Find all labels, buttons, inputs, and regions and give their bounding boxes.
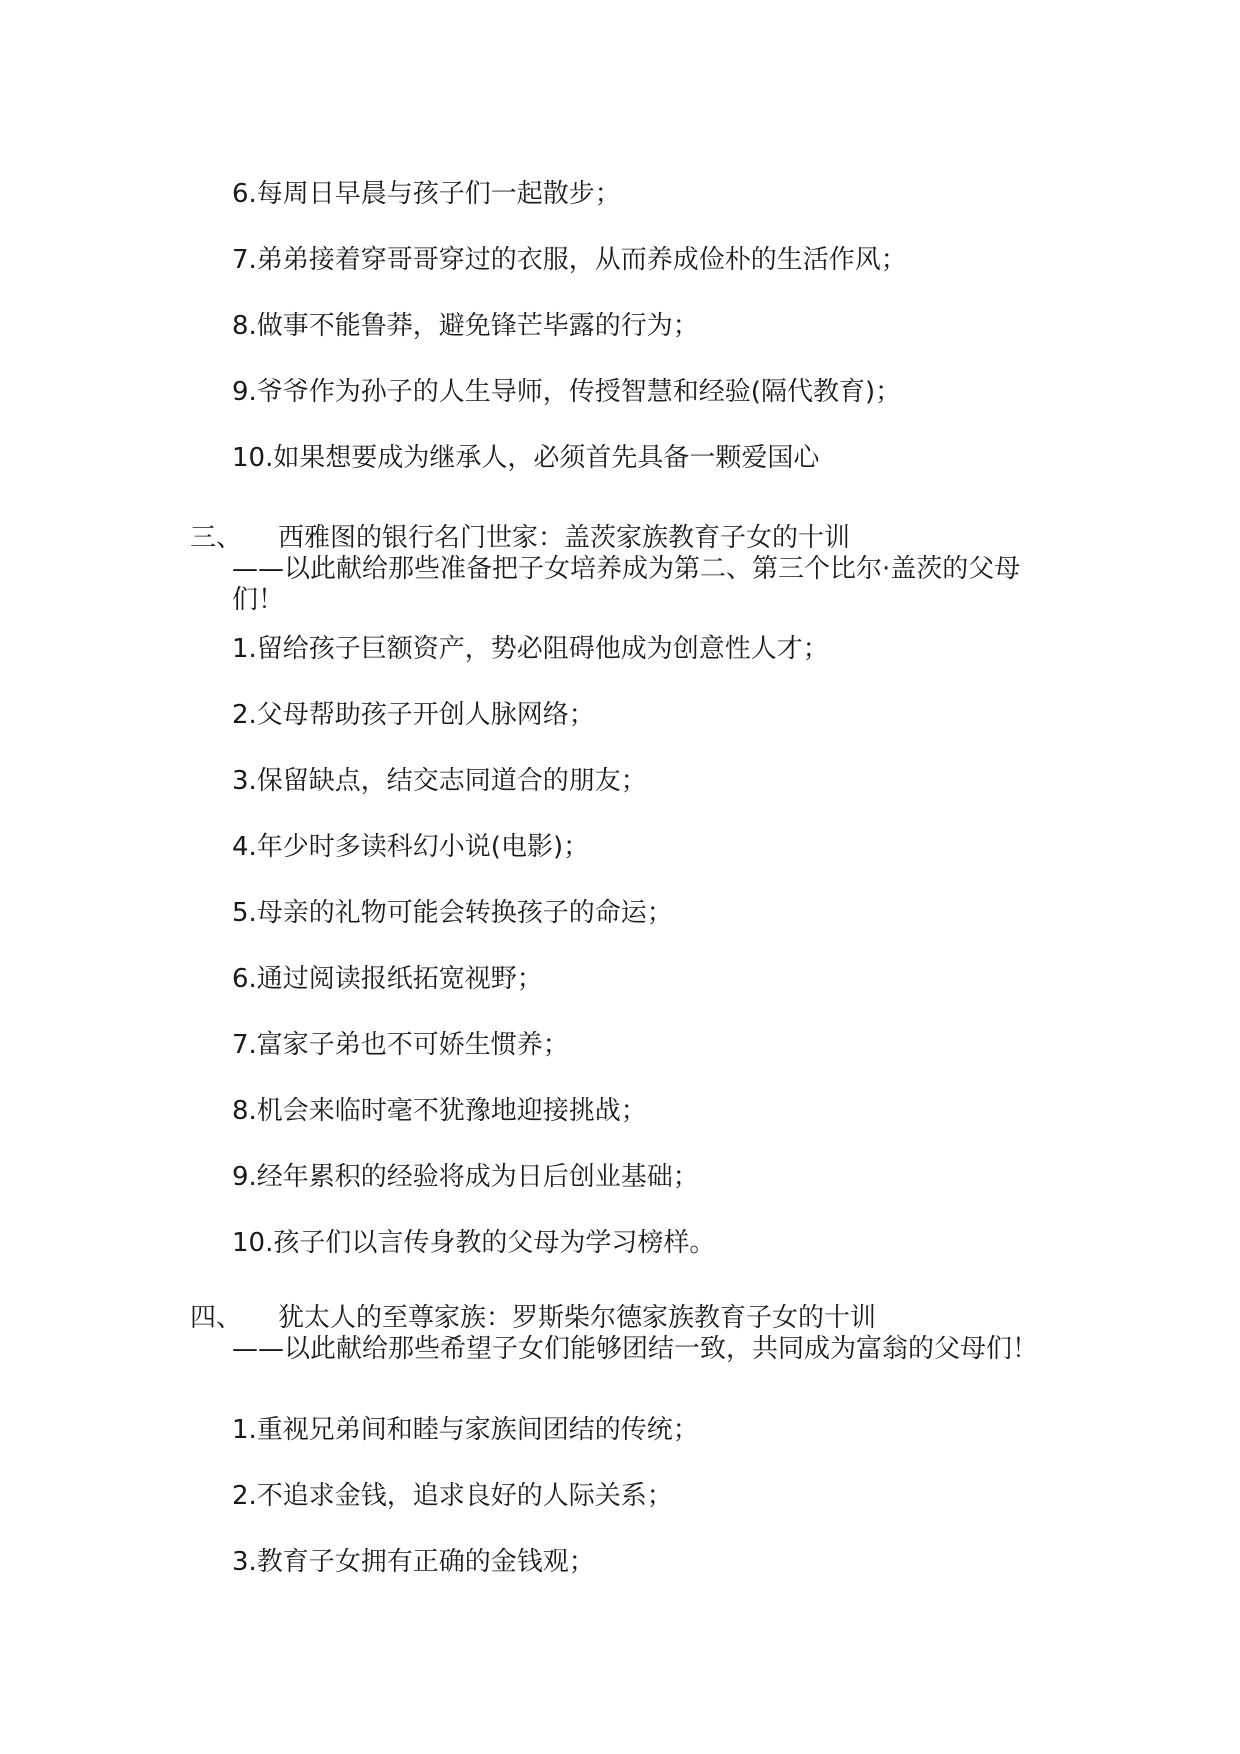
list-item: 2.父母帮助孩子开创人脉网络； — [232, 700, 595, 730]
section-dedication: ——以此献给那些准备把子女培养成为第二、第三个比尔·盖茨的父母们！ — [232, 554, 1021, 615]
section-number: 四、 — [190, 1303, 243, 1333]
list-item: 10.如果想要成为继承人，必须首先具备一颗爱国心 — [232, 443, 820, 473]
section-heading — [190, 521, 850, 555]
list-item: 6.通过阅读报纸拓宽视野； — [232, 964, 543, 994]
section-heading — [190, 1301, 876, 1335]
section-number: 三、 — [190, 523, 243, 553]
list-item: 9.爷爷作为孙子的人生导师，传授智慧和经验(隔代教育)； — [232, 377, 902, 407]
list-item: 7.富家子弟也不可娇生惯养； — [232, 1030, 569, 1060]
section-title: 西雅图的银行名门世家：盖茨家族教育子女的十训 — [278, 523, 851, 553]
list-item: 6.每周日早晨与孩子们一起散步； — [232, 179, 621, 209]
list-item: 1.留给孩子巨额资产，势必阻碍他成为创意性人才； — [232, 634, 829, 664]
list-item: 3.教育子女拥有正确的金钱观； — [232, 1547, 595, 1577]
list-item: 9.经年累积的经验将成为日后创业基础； — [232, 1162, 699, 1192]
section-dedication: ——以此献给那些希望子女们能够团结一致，共同成为富翁的父母们！ — [232, 1334, 1039, 1364]
list-item: 10.孩子们以言传身教的父母为学习榜样。 — [232, 1228, 716, 1258]
list-item: 8.做事不能鲁莽，避免锋芒毕露的行为； — [232, 311, 699, 341]
list-item: 3.保留缺点，结交志同道合的朋友； — [232, 766, 647, 796]
list-item: 4.年少时多读科幻小说(电影)； — [232, 832, 590, 862]
list-item: 7.弟弟接着穿哥哥穿过的衣服，从而养成俭朴的生活作风； — [232, 245, 907, 275]
list-item: 5.母亲的礼物可能会转换孩子的命运； — [232, 898, 673, 928]
list-item: 1.重视兄弟间和睦与家族间团结的传统； — [232, 1415, 699, 1445]
section-title: 犹太人的至尊家族：罗斯柴尔德家族教育子女的十训 — [278, 1303, 877, 1333]
list-item: 2.不追求金钱，追求良好的人际关系； — [232, 1481, 673, 1511]
list-item: 8.机会来临时毫不犹豫地迎接挑战； — [232, 1096, 647, 1126]
